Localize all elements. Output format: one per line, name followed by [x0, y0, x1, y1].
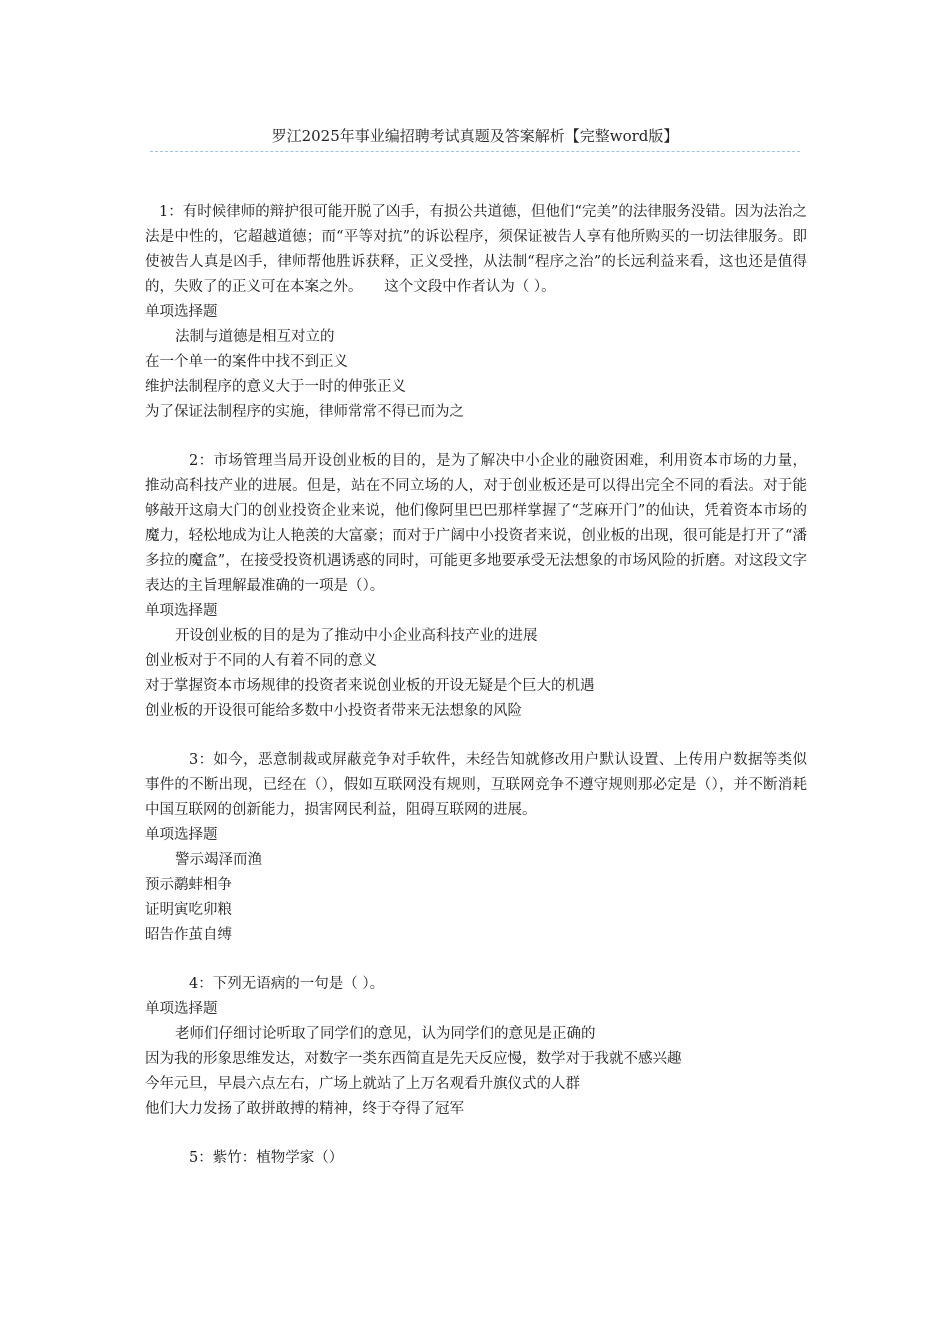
- question-text: 下列无语病的一句是（ ）。: [212, 976, 385, 992]
- question-5: [145, 1146, 807, 1171]
- question-stem: [145, 748, 807, 823]
- question-2: [145, 449, 807, 724]
- question-text: 市场管理当局开设创业板的目的，是为了解决中小企业的融资困难，利用资本市场的力量，推动高科技产业的进展。但是，站在不同立场的人，对于创业板还是可以得出完全不同的看法。对于能够敲开这扇大门的创业投资企业来说，他们像阿里巴巴那样掌握了“芝麻开门”的仙诀，凭着资本市场的魔力，轻松地成为让人艳羡的大富豪；而对于广阔中小投资者来说，创业板的出现，很可能是打开了“潘多拉的魔盒”，在接受投资机遇诱惑的同时，可能更多地要承受无法想象的市场风险的折磨。对这段文字表达的主旨理解最准确的一项是（）。: [145, 453, 807, 594]
- question-1: [145, 200, 807, 425]
- question-stem: [145, 972, 807, 997]
- question-type: 单项选择题: [145, 827, 218, 843]
- question-type: 单项选择题: [145, 1001, 218, 1017]
- question-4: [145, 972, 807, 1122]
- question-number: 5：: [189, 1150, 213, 1166]
- question-3: [145, 748, 807, 948]
- question-number: 3：: [189, 752, 214, 768]
- option-c: 对于掌握资本市场规律的投资者来说创业板的开设无疑是个巨大的机遇: [145, 678, 595, 694]
- option-c: 证明寅吃卯粮: [145, 902, 232, 918]
- option-a: 法制与道德是相互对立的: [175, 329, 335, 345]
- option-d: 创业板的开设很可能给多数中小投资者带来无法想象的风险: [145, 703, 522, 719]
- title-divider: [150, 151, 800, 152]
- option-a: 警示竭泽而渔: [175, 852, 262, 868]
- question-stem: [145, 200, 807, 300]
- option-c: 维护法制程序的意义大于一时的伸张正义: [145, 379, 406, 395]
- question-number: 2：: [189, 453, 214, 469]
- question-number: 4：: [189, 976, 213, 992]
- question-type: 单项选择题: [145, 603, 218, 619]
- document-title: 罗江2025年事业编招聘考试真题及答案解析【完整word版】: [271, 127, 679, 145]
- option-d: 他们大力发扬了敢拼敢搏的精神，终于夺得了冠军: [145, 1101, 464, 1117]
- question-list: [145, 200, 807, 1195]
- question-text: 有时候律师的辩护很可能开脱了凶手，有损公共道德，但他们“完美”的法律服务没错。因为法治之法是中性的，它超越道德；而“平等对抗”的诉讼程序，须保证被告人享有他所购买的一切法律服务。即使被告人真是凶手，律师帮他胜诉获释，正义受挫，从法制“程序之治”的长远利益来看，这也还是值得的，失败了的正义可在本案之外。 这个文段中作者认为（ ）。: [145, 204, 807, 295]
- option-b: 预示鹬蚌相争: [145, 877, 232, 893]
- option-b: 在一个单一的案件中找不到正义: [145, 354, 348, 370]
- question-type: 单项选择题: [145, 304, 218, 320]
- option-c: 今年元旦，早晨六点左右，广场上就站了上万名观看升旗仪式的人群: [145, 1076, 580, 1092]
- option-b: 创业板对于不同的人有着不同的意义: [145, 653, 377, 669]
- option-b: 因为我的形象思维发达，对数字一类东西简直是先天反应慢，数学对于我就不感兴趣: [145, 1051, 682, 1067]
- question-number: 1：: [159, 204, 183, 220]
- question-stem: [145, 1146, 807, 1171]
- option-a: 开设创业板的目的是为了推动中小企业高科技产业的进展: [175, 628, 538, 644]
- option-a: 老师们仔细讨论听取了同学们的意见，认为同学们的意见是正确的: [175, 1026, 596, 1042]
- option-d: 为了保证法制程序的实施，律师常常不得已而为之: [145, 404, 464, 420]
- question-text: 如今，恶意制裁或屏蔽竞争对手软件，未经告知就修改用户默认设置、上传用户数据等类似事件的不断出现，已经在（），假如互联网没有规则，互联网竞争不遵守规则那必定是（），并不断消耗中国互联网的创新能力，损害网民利益，阻碍互联网的进展。: [145, 752, 807, 818]
- question-text: 紫竹：植物学家（）: [212, 1150, 344, 1166]
- question-stem: [145, 449, 807, 599]
- option-d: 昭告作茧自缚: [145, 927, 232, 943]
